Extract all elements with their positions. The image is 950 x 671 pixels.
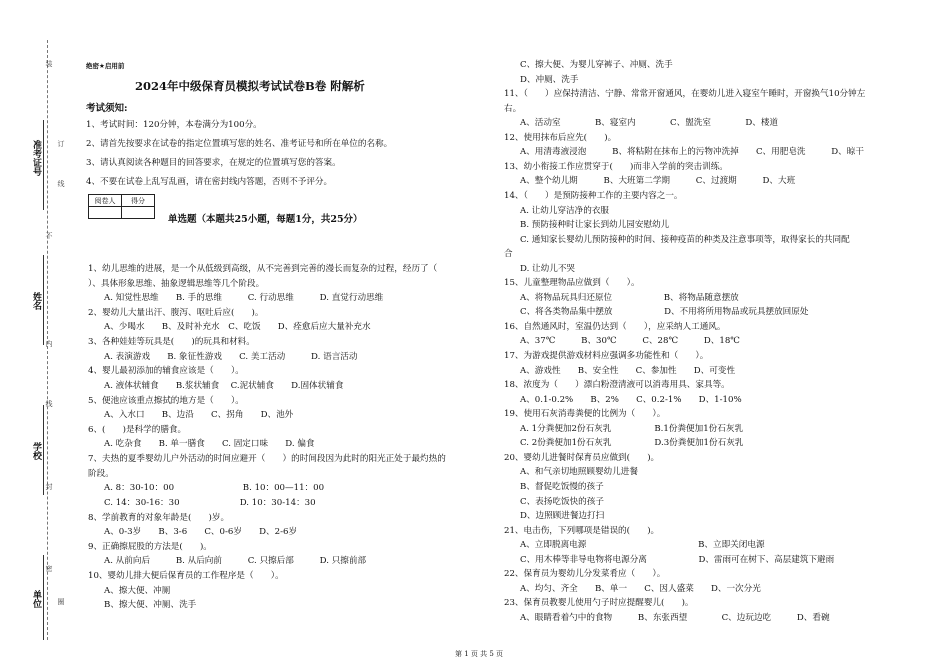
question-text: 13、幼小衔接工作应贯穿于( )而非入学前的突击训练。 — [504, 161, 728, 172]
answer-option: B、擦大便、冲厕、洗手 — [104, 600, 197, 611]
seal-mark: 不 — [45, 232, 53, 239]
answer-option: C、用木棒等非导电物将电源分离 D、雷雨可在树下、高层建筑下避雨 — [520, 554, 835, 565]
reviewer-blank — [89, 207, 122, 219]
name-label: 姓名 — [31, 292, 41, 310]
answer-option: A. 知觉性思维 B. 手的思维 C. 行动思维 D. 直觉行动思维 — [104, 293, 384, 304]
question-text: 14、（ ）是预防接种工作的主要内容之一。 — [504, 190, 683, 201]
notice-item: 4、不要在试卷上乱写乱画，请在密封线内答题，否则不予评分。 — [86, 177, 333, 187]
question-text: 15、儿童整理物品应做到（ ）。 — [504, 278, 640, 289]
question-text: 6、( )是科学的膳食。 — [88, 424, 187, 435]
notice-item: 3、请认真阅读各种题目的回答要求，在规定的位置填写您的答案。 — [86, 158, 341, 168]
question-text: 10、婴幼儿排大便后保育员的工作程序是（ ）。 — [88, 571, 284, 582]
answer-option: A、擦大便、冲厕 — [104, 585, 171, 596]
seal-mark: 封 — [45, 483, 53, 490]
question-text: 阶段。 — [88, 468, 114, 479]
notice-heading: 考试须知: — [86, 103, 128, 114]
question-text: 17、为游戏提供游戏材料应强调多功能性和（ ）。 — [504, 351, 709, 361]
question-text: 11、（ ）应保持清洁、宁静、常常开窗通风，在婴幼儿进入寝室午睡时，开窗换气10分钟左 — [504, 89, 866, 100]
answer-option: D、冲厕、洗手 — [520, 74, 579, 85]
answer-option: C. 2份粪便加1份石灰乳 D.3份粪便加1份石灰乳 — [520, 438, 744, 449]
answer-option: A、入水口 B、边沿 C、拐角 D、池外 — [104, 410, 294, 421]
question-text: 20、婴幼儿进餐时保育员应做到( )。 — [504, 452, 660, 463]
question-text: 1、幼儿思维的进展，是一个从低级到高级，从不完善到完善的漫长而复杂的过程，经历了（ — [88, 264, 438, 274]
secret-mark: 绝密★启用前 — [86, 62, 125, 70]
exam-number-line — [43, 120, 45, 210]
page-footer: 第 1 页 共 5 页 — [455, 650, 504, 658]
binding-strip — [0, 0, 70, 671]
question-text: 18、浓度为（ ）漂白粉澄清液可以消毒用具、家具等。 — [504, 380, 730, 391]
answer-option: A、均匀、齐全 B、单一 C、因人盛菜 D、一次分光 — [520, 583, 761, 594]
answer-option: A. 表演游戏 B. 象征性游戏 C. 美工活动 D. 语言活动 — [104, 351, 358, 362]
grader-table — [88, 194, 155, 219]
answer-option: A. 吃杂食 B. 单一膳食 C. 固定口味 D. 偏食 — [104, 439, 315, 450]
question-text: 19、使用石灰消毒粪便的比例为（ ）。 — [504, 409, 666, 420]
answer-option: A. 8：30-10：00 B. 10：00—11：00 — [104, 483, 325, 494]
school-label: 学校 — [31, 442, 41, 460]
score-cell: 得分 — [122, 195, 155, 207]
seal-mark: 线 — [57, 180, 65, 187]
answer-option: C、将各类物品集中摆放 D、不用将所用物品或玩具摆放回原处 — [520, 307, 809, 318]
answer-option: A、用清毒液浸泡 B、将粘附在抹布上的污物冲洗掉 C、用肥皂洗 D、晾干 — [520, 147, 864, 158]
answer-option: A、37℃ B、30℃ C、28℃ D、18℃ — [520, 336, 740, 347]
question-text: 16、自然通风时，室温仍达到（ ），应采纳人工通风。 — [504, 321, 726, 332]
question-text: 8、学前教育的对象年龄是( )岁。 — [88, 512, 230, 523]
question-text: 2、婴幼儿大量出汗、腹泻、呕吐后应( )。 — [88, 307, 264, 318]
answer-option: A、将物品玩具归还原位 B、将物品随意摆放 — [520, 292, 739, 303]
question-text: ）、具体形象思维、抽象逻辑思维等几个阶段。 — [88, 278, 265, 289]
answer-option: C、擦大便、为婴儿穿裤子、冲厕、洗手 — [520, 60, 673, 70]
answer-option: D、边照顾进餐边打扫 — [520, 511, 605, 522]
question-text: 合 — [504, 249, 513, 260]
answer-option: C. 通知家长婴幼儿预防接种的时间、接种疫苗的种类及注意事项等，取得家长的共同配 — [520, 234, 850, 245]
answer-option: B. 预防接种时让家长到幼儿园安慰幼儿 — [520, 220, 670, 231]
answer-option: C. 14：30-16：30 D. 10：30-14：30 — [104, 497, 316, 508]
answer-option: A、0.1-0.2% B、2% C、0.2-1% D、1-10% — [520, 394, 742, 405]
answer-option: A、少喝水 B、及时补充水 C、吃饭 D、痊愈后应大量补充水 — [104, 322, 371, 333]
question-text: 22、保育员为婴幼儿分发菜肴应（ ）。 — [504, 569, 666, 580]
question-text: 右。 — [504, 103, 522, 114]
answer-option: A. 1分粪便加2份石灰乳 B.1份粪便加1份石灰乳 — [520, 423, 744, 434]
answer-option: A、眼睛看着勺中的食物 B、东张西望 C、边玩边吃 D、看碗 — [520, 612, 830, 623]
answer-option: A、和气亲切地照顾婴幼儿进餐 — [520, 467, 638, 478]
answer-option: B、督促吃饭慢的孩子 — [520, 481, 604, 492]
seal-mark: 装 — [45, 60, 53, 67]
unit-label: 单位 — [31, 590, 41, 608]
question-text: 5、便池应该重点擦拭的地方是（ ）。 — [88, 395, 244, 406]
exam-number-label: 准考证号 — [31, 140, 41, 176]
section-title: 单选题（本题共25小题，每题1分，共25分） — [168, 214, 363, 225]
question-text: 12、使用抹布后应先( )。 — [504, 132, 617, 143]
seal-mark: 内 — [45, 340, 53, 347]
answer-option: A、活动室 B、寝室内 C、盥洗室 D、楼道 — [520, 118, 779, 129]
reviewer-cell: 阅卷人 — [89, 195, 122, 207]
seal-mark: 密 — [45, 565, 53, 572]
question-text: 23、保育员教婴儿使用勺子时应提醒婴儿( )。 — [504, 598, 694, 609]
score-blank — [122, 207, 155, 219]
answer-option: C、表扬吃饭快的孩子 — [520, 496, 604, 507]
question-text: 3、各种娃娃等玩具是( )的玩具和材料。 — [88, 337, 255, 348]
answer-option: A、整个幼儿期 B、大班第二学期 C、过渡期 D、大班 — [520, 176, 796, 187]
answer-option: D. 让幼儿不哭 — [520, 263, 576, 274]
answer-option: A. 让幼儿穿洁净的衣服 — [520, 205, 610, 216]
answer-option: A、立即脱离电源 B、立即关闭电源 — [520, 540, 765, 551]
seal-mark: 圈 — [57, 598, 65, 605]
school-line — [43, 405, 44, 495]
name-line — [43, 255, 44, 345]
answer-option: A、游戏性 B、安全性 C、参加性 D、可变性 — [520, 365, 736, 376]
page-title: 2024年中级保育员模拟考试试卷B卷 附解析 — [135, 79, 365, 93]
question-text: 21、电击伤，下列哪项是错误的( )。 — [504, 525, 660, 536]
answer-option: A. 液体状辅食 B.浆状辅食 C.泥状辅食 D.固体状辅食 — [104, 380, 344, 391]
question-text: 7、夫热的夏季婴幼儿户外活动的时间应避开（ ）的时间段因为此时的阳光正处于最灼热的 — [88, 454, 446, 465]
question-text: 9、正确擦屁股的方法是( )。 — [88, 541, 212, 552]
seal-mark: 线 — [45, 400, 53, 407]
seal-mark: 订 — [57, 140, 65, 147]
notice-item: 2、请首先按要求在试卷的指定位置填写您的姓名、准考证号和所在单位的名称。 — [86, 139, 393, 149]
question-text: 4、婴儿最初添加的辅食应该是（ ）。 — [88, 366, 244, 377]
notice-item: 1、考试时间：120分钟，本卷满分为100分。 — [86, 120, 262, 130]
answer-option: A、0-3岁 B、3-6 C、0-6岁 D、2-6岁 — [104, 527, 298, 538]
answer-option: A. 从前向后 B. 从后向前 C. 只擦后部 D. 只擦前部 — [104, 556, 367, 567]
